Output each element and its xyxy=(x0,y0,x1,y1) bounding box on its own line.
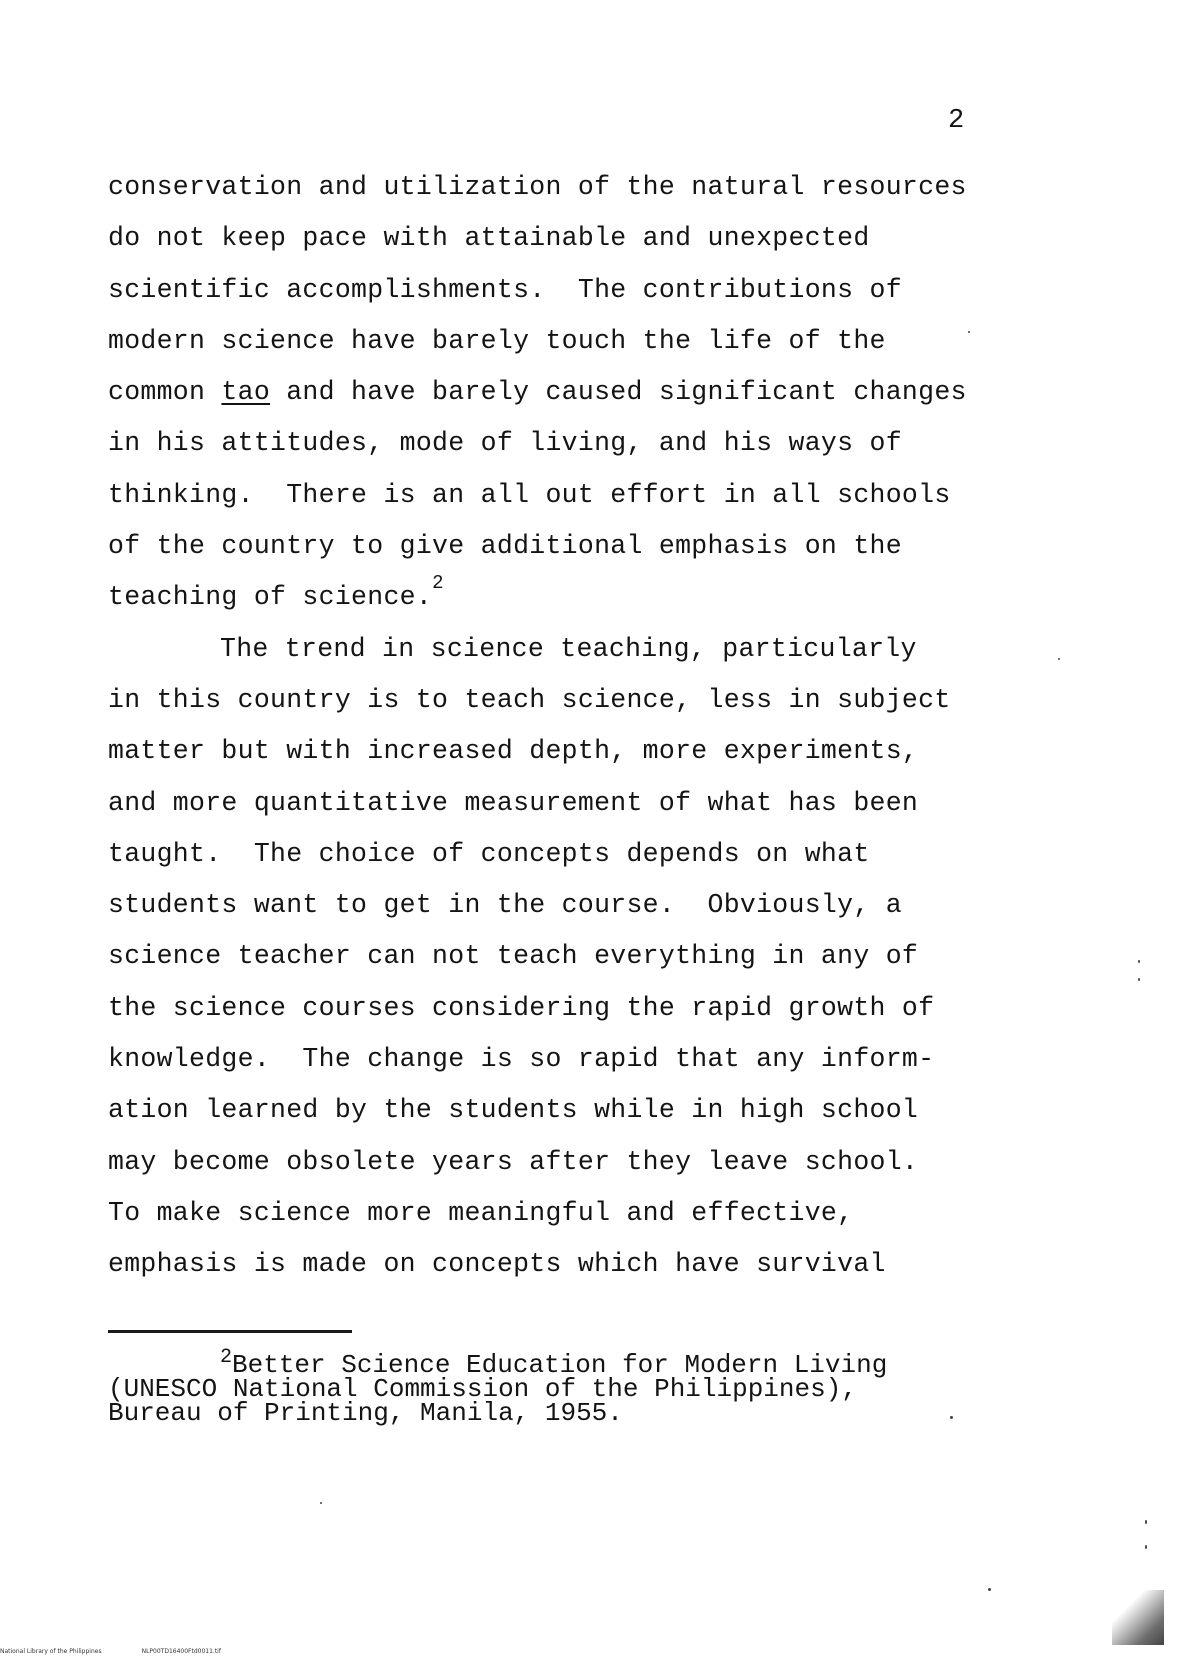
text-line: conservation and utilization of the natural resources xyxy=(108,172,967,202)
scan-edge-smudge xyxy=(1112,1590,1164,1645)
scan-speck xyxy=(988,1588,991,1591)
text-line xyxy=(108,367,988,418)
text-line: ation learned by the students while in high school xyxy=(108,1095,919,1126)
text-line: in his attitudes, mode of living, and his ways of xyxy=(108,428,902,459)
footnote-line: Bureau of Printing, Manila, 1955. xyxy=(108,1398,623,1428)
page-number: 2 xyxy=(948,106,965,136)
text-line: The trend in science teaching, particularly xyxy=(220,633,917,664)
text-line: knowledge. The change is so rapid that any inform- xyxy=(108,1044,935,1075)
footnote-divider xyxy=(108,1330,352,1333)
text-line: in this country is to teach science, less in subject xyxy=(108,684,951,715)
text-line: scientific accomplishments. The contributions of xyxy=(108,274,902,305)
text-line xyxy=(108,572,988,623)
text-line: matter but with increased depth, more experiments, xyxy=(108,736,919,767)
text-line: students want to get in the course. Obviously, a xyxy=(108,890,902,921)
scan-speck xyxy=(968,331,970,333)
text-line: science teacher can not teach everything in any of xyxy=(108,941,919,972)
footnote-reference: 2 xyxy=(432,572,444,595)
text-segment: teaching of science. xyxy=(108,582,433,613)
text-line: may become obsolete years after they leave school. xyxy=(108,1146,919,1177)
text-line: of the country to give additional emphasis on the xyxy=(108,531,902,562)
footnote xyxy=(108,1346,1008,1428)
scan-footer xyxy=(0,1648,261,1656)
text-line: the science courses considering the rapid growth of xyxy=(108,992,935,1023)
text-line: and more quantitative measurement of what has been xyxy=(108,787,919,818)
scan-speck xyxy=(320,1502,322,1504)
scan-speck xyxy=(1138,960,1140,963)
scan-speck xyxy=(1058,658,1060,660)
text-line: do not keep pace with attainable and unexpected xyxy=(108,223,870,254)
scan-speck xyxy=(1145,1520,1147,1524)
text-segment: Better Science Education for Modern Living xyxy=(232,1350,888,1380)
main-text xyxy=(108,162,988,1291)
text-segment: and have barely caused significant changes xyxy=(270,377,967,408)
file-id: NLP00TD16400Ftd0011.tif xyxy=(141,1648,221,1655)
footnote-mark: 2 xyxy=(220,1346,233,1369)
footnote-line: (UNESCO National Commission of the Philippines), xyxy=(108,1374,857,1404)
text-line: modern science have barely touch the life of the xyxy=(108,325,886,356)
underlined-word: tao xyxy=(221,377,271,408)
text-line: emphasis is made on concepts which have survival xyxy=(108,1249,886,1280)
scan-speck xyxy=(950,1416,953,1419)
text-segment: common xyxy=(108,377,222,408)
library-label: National Library of the Philippines xyxy=(0,1648,102,1655)
text-line: To make science more meaningful and effective, xyxy=(108,1197,854,1228)
text-line: thinking. There is an all out effort in all schools xyxy=(108,479,951,510)
scan-speck xyxy=(1145,1545,1147,1549)
text-line: taught. The choice of concepts depends on what xyxy=(108,838,870,869)
scan-speck xyxy=(1138,978,1140,981)
